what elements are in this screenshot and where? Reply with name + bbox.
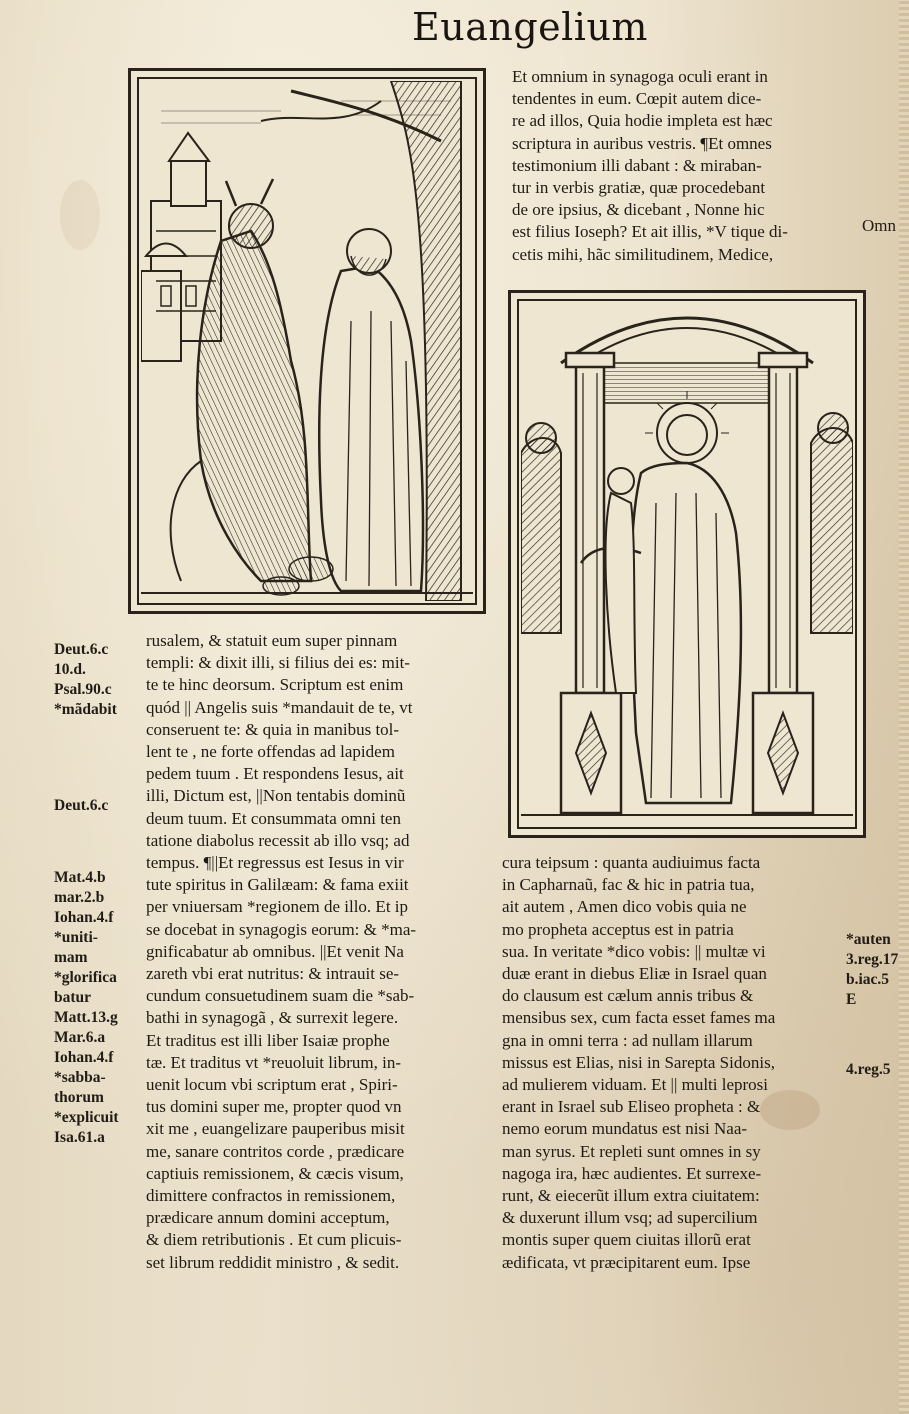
right-column-bottom-text <box>502 852 847 1274</box>
text-line: xit me , euangelizare pauperibus misit <box>146 1119 405 1139</box>
woodcut-synagogue <box>508 290 866 838</box>
text-line: uenit locum vbi scriptum erat , Spiri- <box>146 1075 398 1095</box>
text-line: cura teipsum : quanta audiuimus facta <box>502 853 761 872</box>
text-line: missus est Elias, nisi in Sarepta Sidonis, <box>502 1052 775 1072</box>
text-line: ait autem , Amen dico vobis quia ne <box>502 897 747 917</box>
margin-note: *uniti- <box>54 929 98 946</box>
text-line: prædicare annum domini acceptum, <box>146 1208 390 1228</box>
margin-note: *mãdabit <box>54 701 117 718</box>
margin-note: *glorifica <box>54 969 117 986</box>
text-line: montis super quem ciuitas illorũ erat <box>502 1230 751 1250</box>
margin-note: *sabba- <box>54 1069 106 1086</box>
margin-note: Deut.6.c <box>54 641 109 658</box>
text-line: tur in verbis gratiæ, quæ procedebant <box>512 178 766 198</box>
temptation-illustration <box>141 81 473 601</box>
text-line: lent te , ne forte offendas ad lapidem <box>146 742 395 762</box>
text-line: rusalem, & statuit eum super pinnam <box>146 631 398 650</box>
text-line: quód || Angelis suis *mandauit de te, vt <box>146 697 413 717</box>
right-column-top-text <box>512 66 862 266</box>
margin-note: Isa.61.a <box>54 1129 105 1146</box>
text-line: tempus. ¶||Et regressus est Iesus in vir <box>146 853 404 873</box>
margin-note: 10.d. <box>54 661 86 678</box>
right-margin-top-note: Omn <box>862 216 896 235</box>
text-line: re ad illos, Quia hodie impleta est hæc <box>512 111 773 131</box>
text-line: conseruent te: & quia in manibus tol- <box>146 719 400 739</box>
woodcut-temptation <box>128 68 486 614</box>
margin-note: Matt.13.g <box>54 1009 118 1026</box>
text-line: tatione diabolus recessit ab illo vsq; ad <box>146 830 410 850</box>
text-line: per vniuersam *regionem de illo. Et ip <box>146 897 409 917</box>
text-line: cetis mihi, hãc similitudinem, Medice, <box>512 244 774 264</box>
margin-note: *explicuit <box>54 1109 119 1126</box>
text-line: cundum consuetudinem suam die *sab- <box>146 986 415 1006</box>
text-line: tute spiritus in Galilæam: & fama exiit <box>146 875 409 895</box>
margin-note: mam <box>54 949 88 966</box>
synagogue-illustration <box>521 303 853 825</box>
paper-stain <box>60 180 100 250</box>
text-line: ædificata, vt præcipitarent eum. Ipse <box>502 1252 751 1272</box>
text-line: mensibus sex, cum facta esset fames ma <box>502 1008 776 1028</box>
text-line: tendentes in eum. Cœpit autem dice- <box>512 89 762 109</box>
margin-note: *auten <box>846 931 891 948</box>
text-line: de ore ipsius, & dicebant , Nonne hic <box>512 200 765 220</box>
margin-note: E <box>846 991 857 1008</box>
text-line: Et omnium in synagoga oculi erant in <box>512 67 768 86</box>
margin-note: 3.reg.17 <box>846 951 899 968</box>
text-line: nagoga ira, hæc audientes. Et surrexe- <box>502 1163 762 1183</box>
margin-note: Mar.6.a <box>54 1029 106 1046</box>
text-line: & duxerunt illum vsq; ad supercilium <box>502 1208 758 1228</box>
text-line: set librum reddidit ministro , & sedit. <box>146 1252 400 1272</box>
text-line: bathi in synagogã , & surrexit legere. <box>146 1008 399 1028</box>
text-line: zareth vbi erat nutritus: & intrauit se- <box>146 964 400 984</box>
text-line: ad mulierem viduam. Et || multi leprosi <box>502 1075 769 1095</box>
left-margin-notes <box>54 640 144 1148</box>
text-line: do clausum est cælum annis tribus & <box>502 986 754 1006</box>
text-line: gna in omni terra : ad nullam illarum <box>502 1030 753 1050</box>
margin-note: Psal.90.c <box>54 681 112 698</box>
text-line: templi: & dixit illi, si filius dei es: mit- <box>146 653 410 673</box>
text-line: me, sanare contritos corde , prædicare <box>146 1141 405 1161</box>
text-line: man syrus. Et repleti sunt omnes in sy <box>502 1141 761 1161</box>
margin-note: 4.reg.5 <box>846 1061 891 1078</box>
text-line: nemo eorum mundatus est nisi Naa- <box>502 1119 748 1139</box>
page-edge <box>899 0 909 1414</box>
text-line: se docebat in synagogis eorum: & *ma- <box>146 919 417 939</box>
margin-note: mar.2.b <box>54 889 105 906</box>
text-line: illi, Dictum est, ||Non tentabis dominũ <box>146 786 406 806</box>
text-line: dimittere confractos in remissionem, <box>146 1186 396 1206</box>
text-line: captiuis remissionem, & cæcis visum, <box>146 1163 404 1183</box>
text-line: testimonium illi dabant : & miraban- <box>512 155 762 175</box>
text-line: tæ. Et traditus vt *reuoluit librum, in- <box>146 1052 401 1072</box>
text-line: duæ erant in diebus Eliæ in Israel quan <box>502 964 767 984</box>
text-line: mo propheta acceptus est in patria <box>502 919 734 939</box>
margin-note: Iohan.4.f <box>54 1049 114 1066</box>
text-line: gnificabatur ab omnibus. ||Et venit Na <box>146 941 404 961</box>
text-line: te te hinc deorsum. Scriptum est enim <box>146 675 404 695</box>
margin-note: Mat.4.b <box>54 869 106 886</box>
margin-note: b.iac.5 <box>846 971 890 988</box>
right-margin-notes <box>846 930 906 1080</box>
margin-note: batur <box>54 989 92 1006</box>
left-column-text <box>146 630 486 1274</box>
running-title: Euangelium <box>412 5 648 49</box>
text-line: Et traditus est illi liber Isaiæ prophe <box>146 1030 390 1050</box>
text-line: tus domini super me, propter quod vn <box>146 1097 402 1117</box>
text-line: deum tuum. Et consummata omni ten <box>146 808 401 828</box>
text-line: est filius Ioseph? Et ait illis, *V tique di- <box>512 222 788 242</box>
text-line: scriptura in auribus vestris. ¶Et omnes <box>512 133 772 153</box>
text-line: in Capharnaũ, fac & hic in patria tua, <box>502 875 755 895</box>
margin-note: thorum <box>54 1089 104 1106</box>
text-line: sua. In veritate *dico vobis: || multæ vi <box>502 941 766 961</box>
text-line: runt, & eiecerũt illum extra ciuitatem: <box>502 1186 760 1206</box>
text-line: erant in Israel sub Eliseo propheta : & <box>502 1097 761 1117</box>
text-line: & diem retributionis . Et cum plicuis- <box>146 1230 402 1250</box>
margin-note: Iohan.4.f <box>54 909 114 926</box>
margin-note: Deut.6.c <box>54 797 109 814</box>
text-line: pedem tuum . Et respondens Iesus, ait <box>146 764 404 784</box>
